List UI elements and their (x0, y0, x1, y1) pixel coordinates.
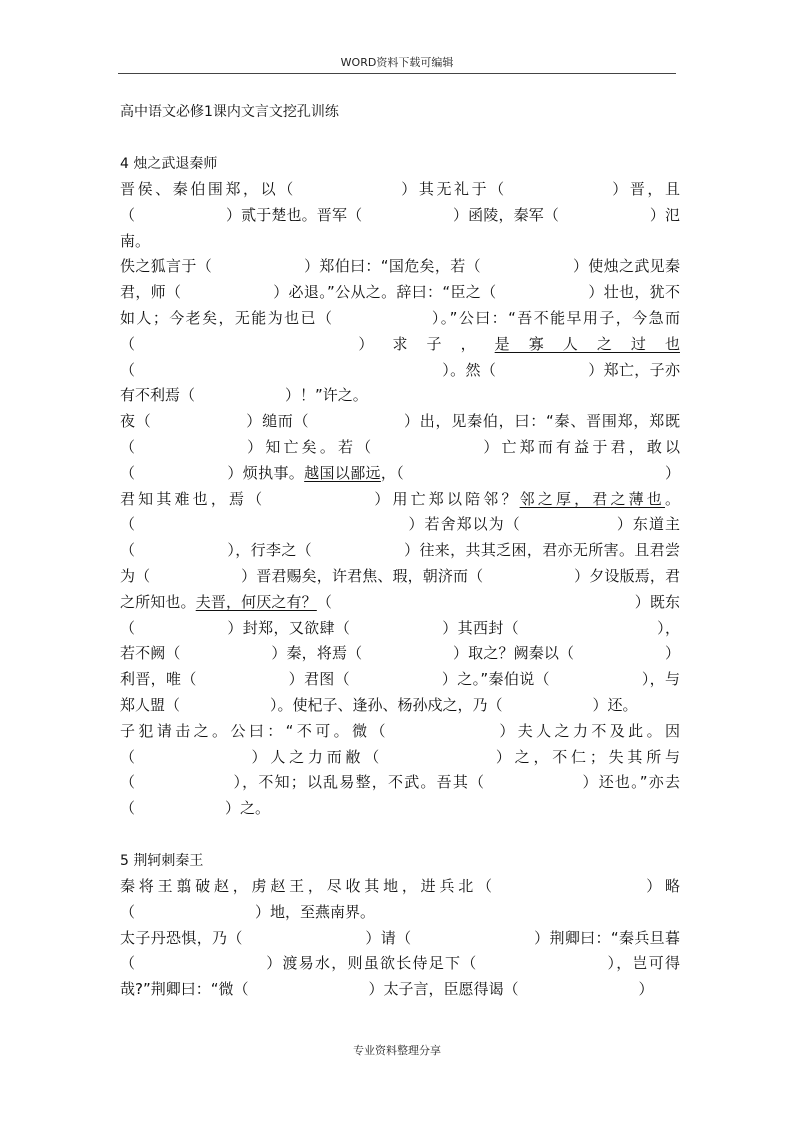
paragraph (120, 409, 680, 719)
page-footer: 专业资料整理分享 (353, 1044, 441, 1057)
paragraph (120, 719, 680, 822)
passage-text: （ ）既东（ ）封郑，又欲肆（ ）其西封（ ），若不阙（ ）秦，将焉（ ）取之？阙秦以（ ）利晋，唯（ ）君图（ ）之。”秦伯说（ ），与郑人盟（ ）。使杞子、逢孙、杨孙戍之，乃（ ）还。 (120, 592, 680, 714)
section-zhuzhiwu (120, 151, 680, 822)
header-divider (118, 73, 676, 74)
passage-text: 佚之狐言于（ ）郑伯曰：“国危矣，若（ ）使烛之武见秦君，师（ ）必退。”公从之。辞曰：“臣之（ ）壮也，犹不如人；今老矣，无能为也已（ ）。”公曰：“吾不能早用子，今急而（ ）求子， (120, 257, 680, 353)
passage-text: 。（ ）若舍郑以为（ ）东道主（ ），行李之（ ）往来，共其乏困，君亦无所害。且君尝为（ ）晋君赐矣，许君焦、瑕，朝济而（ ）夕设版焉，君之所知也。 (120, 489, 680, 611)
document-title: 高中语文必修1课内文言文挖孔训练 (120, 104, 339, 120)
document-body (120, 99, 680, 1003)
section-heading: 5 荆轲刺秦王 (120, 852, 204, 869)
passage-text: 夜（ ）缒而（ ）出，见秦伯，曰：“秦、晋围郑，郑既（ ）知亡矣。若（ ）亡郑而有益于君，敢以（ ）烦执事。 (120, 412, 680, 482)
paragraph (120, 926, 680, 1003)
passage-text: 晋侯、秦伯围郑，以（ ）其无礼于（ ）晋，且（ ）贰于楚也。晋军（ ）函陵，秦军（ ）氾南。 (120, 180, 680, 250)
paragraph (120, 254, 680, 409)
passage-text: 秦将王翦破赵，虏赵王，尽收其地，进兵北（ ）略（ ）地，至燕南界。 (120, 876, 680, 921)
section-jingke (120, 848, 680, 1003)
passage-text: 太子丹恐惧，乃（ ）请（ ）荆卿曰：“秦兵旦暮（ ）渡易水，则虽欲长侍足下（ ），岂可得哉?”荆卿曰：“微（ ）太子言，臣愿得谒（ ） (120, 928, 680, 999)
underlined-sentence: 邻之厚，君之薄也 (519, 489, 665, 508)
underlined-sentence: 夫晋，何厌之有？ (195, 592, 317, 611)
section-heading: 4 烛之武退秦师 (120, 156, 218, 172)
passage-text: 子犯请击之。公曰：“不可。微（ ）夫人之力不及此。因（ ）人之力而敝（ ）之，不仁；失其所与（ ），不知；以乱易整，不武。吾其（ ）还也。”亦去（ ）之。 (120, 721, 680, 818)
underlined-sentence: 是寡人之过也 (494, 334, 680, 353)
section-spacer (120, 822, 680, 848)
paragraph (120, 874, 680, 926)
passage-text: ，（ ）君知其难也，焉（ ）用亡郑以陪邻？ (120, 463, 680, 508)
passage-text: （ ）。然（ ）郑亡，子亦有不利焉（ ）！”许之。 (120, 360, 680, 405)
page-header: WORD资料下载可编辑 (340, 56, 454, 69)
paragraph (120, 177, 680, 254)
underlined-sentence: 越国以鄙远 (304, 463, 381, 482)
